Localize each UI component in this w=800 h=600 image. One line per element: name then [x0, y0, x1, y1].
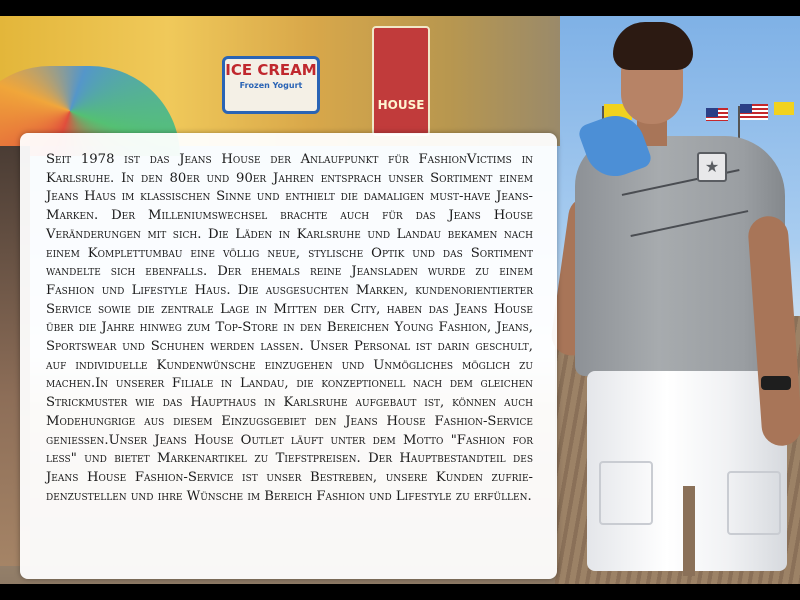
- shorts-pocket: [727, 471, 781, 535]
- about-text: Seit 1978 ist das Jeans House der Anlaufpunkt für FashionVictims in Karlsruhe. In den 80er und 90er Jahren entsprach unser Sortiment einem Jeans Haus im klassischen Sinne und enthielt die damaligen must-have Jeans-Marken. Der Milleniumswechsel brachte auch für das Jeans House Veränderungen mit sich. Die Läden in Karlsruhe und Landau bekamen nach einem Komplettumbau eine völlig neue, stylische Optik und das Sortiment wandelte sich ebenfalls. Der ehemals reine Jeansladen wurde zu einem Fashion und Lifestyle Haus. Die ausgesuchten Marken, kundenorientierter Service sowie die zentrale Lage in Mitten der City, haben das Jeans House über die Jahre hinweg zum Top-Store in den Bereichen Young Fashion, Jeans, Sportswear und Schuhen werden lassen. Unser Personal ist darin geschult, auf individuelle Kundenwünsche einzugehen und Unmögliches möglich zu machen.In unserer Filiale in Landau, die konzeptionell nach dem gleichen Strickmuster wie das Haupthaus in Karlsruhe aufgebaut ist, können auch Modehungrige aus diesem Einzugsgebiet den Jeans House Fashion-Service geniessen.Unser Jeans House Outlet läuft unter dem Motto "Fashion for less" und bietet Markenartikel zu Tiefstpreisen. Der Hauptbestandteil des Jeans House Fashion-Service ist unser Bestreben, unsere Kunden zufriedenzustellen und ihre Wünsche im Bereich Fashion und Lifestyle zu erfüllen.: [46, 152, 533, 504]
- top-black-bar: [0, 0, 800, 16]
- shirt-star-logo: ★: [697, 152, 727, 182]
- ice-cream-sign-subtext: Frozen Yogurt: [239, 81, 303, 90]
- model-hair: [613, 22, 693, 70]
- shorts-leg-gap: [683, 486, 695, 576]
- ice-cream-sign: [222, 56, 320, 114]
- about-text-panel: [20, 133, 557, 579]
- bottom-black-bar: [0, 584, 800, 600]
- wristwatch: [761, 376, 791, 390]
- house-sign: HOUSE: [372, 26, 430, 136]
- ice-cream-sign-text: ICE CREAM: [225, 61, 317, 79]
- shorts-pocket: [599, 461, 653, 525]
- male-model: [555, 16, 800, 584]
